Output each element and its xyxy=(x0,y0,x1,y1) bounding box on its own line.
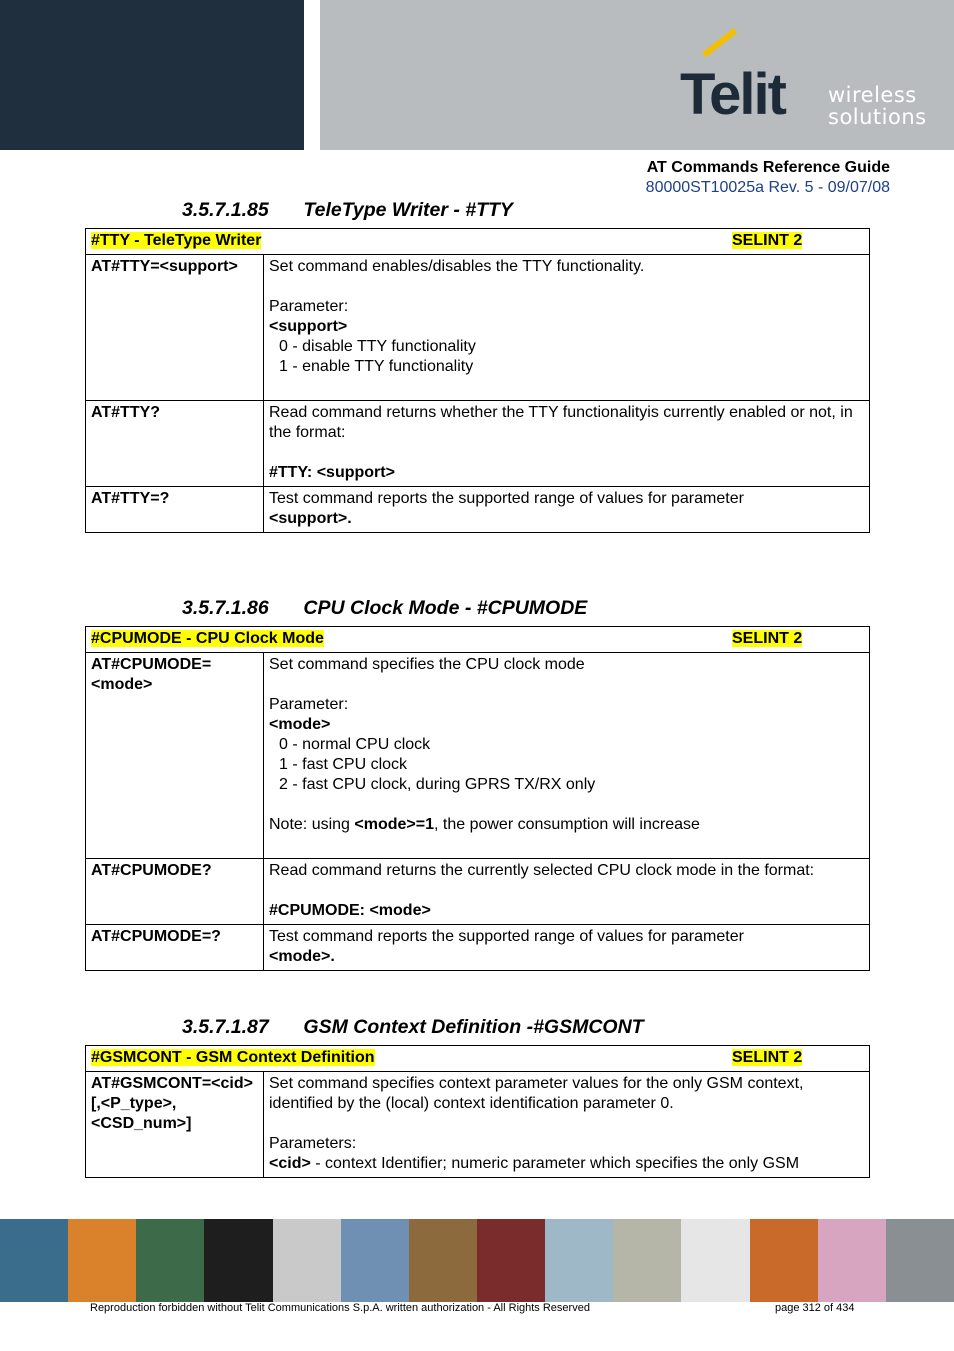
command-table-tty xyxy=(85,228,870,533)
command-description: Read command returns whether the TTY functionalityis currently enabled or not, in the format: #TTY: <support> xyxy=(264,401,870,487)
command-name: AT#TTY=? xyxy=(86,487,264,533)
command-name: AT#CPUMODE=<mode> xyxy=(86,653,264,859)
table-header-label: #CPUMODE - CPU Clock Mode xyxy=(86,627,728,653)
table-row xyxy=(86,1072,870,1178)
table-row xyxy=(86,401,870,487)
footer-photo-tile xyxy=(681,1219,749,1302)
table-row xyxy=(86,487,870,533)
table-header-tag: SELINT 2 xyxy=(727,627,870,653)
table-row xyxy=(86,859,870,925)
table-header-label: #GSMCONT - GSM Context Definition xyxy=(86,1046,728,1072)
footer-photo-strip xyxy=(0,1219,954,1302)
logo-tagline: wireless solutions xyxy=(828,83,927,129)
command-description: Set command specifies the CPU clock mode Parameter: <mode> 0 - normal CPU clock 1 - fast CPU clock 2 - fast CPU clock, during GPRS TX/RX only Note: using <mode>=1, the power consumption will increase xyxy=(264,653,870,859)
footer-photo-tile xyxy=(409,1219,477,1302)
command-name: AT#TTY=<support> xyxy=(86,255,264,401)
section-heading-gsmcont: 3.5.7.1.87 GSM Context Definition -#GSMCONT xyxy=(182,1016,644,1038)
footer-photo-tile xyxy=(204,1219,272,1302)
mode-note: Note: using <mode>=1, the power consumption will increase xyxy=(269,816,700,833)
section-heading-cpumode: 3.5.7.1.86 CPU Clock Mode - #CPUMODE xyxy=(182,597,588,619)
copyright-notice: Reproduction forbidden without Telit Communications S.p.A. written authorization - All Rights Reserved xyxy=(90,1302,590,1314)
guide-title: AT Commands Reference Guide xyxy=(646,159,890,176)
table-header-tag: SELINT 2 xyxy=(727,1046,870,1072)
command-description: Read command returns the currently selected CPU clock mode in the format: #CPUMODE: <mode> xyxy=(264,859,870,925)
footer-photo-tile xyxy=(0,1219,68,1302)
cid-param: <cid> - context Identifier; numeric parameter which specifies the only GSM xyxy=(269,1155,800,1172)
footer-photo-tile xyxy=(477,1219,545,1302)
page-number: page 312 of 434 xyxy=(775,1302,855,1314)
footer-photo-tile xyxy=(818,1219,886,1302)
command-description: Set command enables/disables the TTY functionality. Parameter: <support> 0 - disable TTY functionality 1 - enable TTY functionality xyxy=(264,255,870,401)
footer-photo-tile xyxy=(613,1219,681,1302)
footer-photo-tile xyxy=(341,1219,409,1302)
footer-photo-tile xyxy=(545,1219,613,1302)
guide-revision: 80000ST10025a Rev. 5 - 09/07/08 xyxy=(645,179,890,196)
footer-photo-tile xyxy=(750,1219,818,1302)
footer-photo-tile xyxy=(886,1219,954,1302)
command-name: AT#TTY? xyxy=(86,401,264,487)
command-name: AT#GSMCONT=<cid>[,<P_type>,<CSD_num>] xyxy=(86,1072,264,1178)
command-name: AT#CPUMODE? xyxy=(86,859,264,925)
telit-logo xyxy=(680,58,940,138)
header-dark-panel xyxy=(0,0,304,150)
command-table-gsmcont xyxy=(85,1045,870,1178)
footer-photo-tile xyxy=(273,1219,341,1302)
command-name: AT#CPUMODE=? xyxy=(86,925,264,971)
logo-wordmark: Telit xyxy=(680,62,785,127)
table-row xyxy=(86,255,870,401)
command-description: Set command specifies context parameter values for the only GSM context, identified by the (local) context identification parameter 0. Parameters: <cid> - context Identifier; numeric parameter which specifies the only GSM xyxy=(264,1072,870,1178)
command-description: Test command reports the supported range of values for parameter <mode>. xyxy=(264,925,870,971)
footer-photo-tile xyxy=(136,1219,204,1302)
command-description: Test command reports the supported range of values for parameter <support>. xyxy=(264,487,870,533)
table-header-tag: SELINT 2 xyxy=(727,229,870,255)
table-row xyxy=(86,653,870,859)
command-table-cpumode xyxy=(85,626,870,971)
table-header-label: #TTY - TeleType Writer xyxy=(86,229,728,255)
footer-photo-tile xyxy=(68,1219,136,1302)
table-row xyxy=(86,925,870,971)
section-heading-tty: 3.5.7.1.85 TeleType Writer - #TTY xyxy=(182,199,513,221)
